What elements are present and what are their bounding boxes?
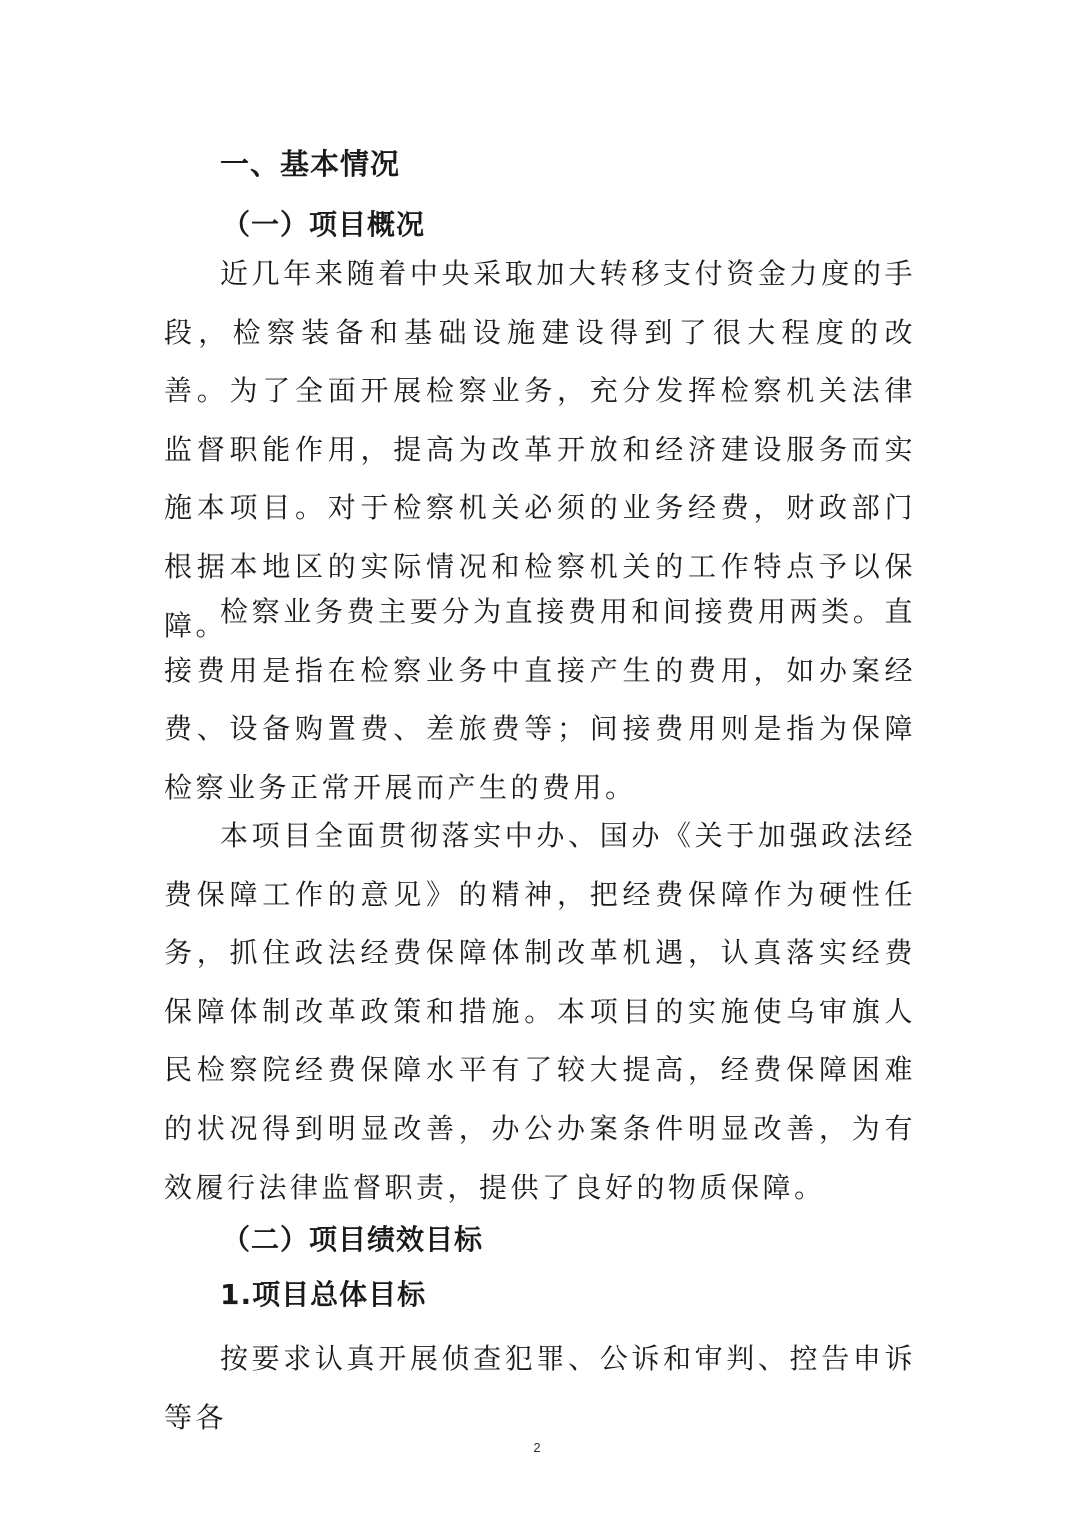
section-title: 一、基本情况 (220, 147, 401, 181)
paragraph-fee-types: 检察业务费主要分为直接费用和间接费用两类。直接费用是指在检察业务中直接产生的费用，如办案经费、设备购置费、差旅费等；间接费用则是指为保障检察业务正常开展而产生的费用。 (164, 595, 916, 804)
item-title-overall-goal: 1.项目总体目标 (220, 1278, 427, 1311)
page-number: 2 (533, 1440, 541, 1455)
subsection-title-goals: （二）项目绩效目标 (222, 1223, 484, 1256)
paragraph-implementation: 本项目全面贯彻落实中办、国办《关于加强政法经费保障工作的意见》的精神，把经费保障作为硬性任务，抓住政法经费保障体制改革机遇，认真落实经费保障体制改革政策和措施。本项目的实施使乌审旗人民检察院经费保障水平有了较大提高，经费保障困难的状况得到明显改善，办公办案条件明显改善，为有效履行法律监督职责，提供了良好的物质保障。 (164, 819, 916, 1204)
paragraph-background: 近几年来随着中央采取加大转移支付资金力度的手段，检察装备和基础设施建设得到了很大程度的改善。为了全面开展检察业务，充分发挥检察机关法律监督职能作用，提高为改革开放和经济建设服务而实施本项目。对于检察机关必须的业务经费，财政部门根据本地区的实际情况和检察机关的工作特点予以保障。 (164, 257, 916, 642)
paragraph-overall-goal: 按要求认真开展侦查犯罪、公诉和审判、控告申诉等各 (164, 1342, 916, 1434)
subsection-title-overview: （一）项目概况 (222, 208, 426, 241)
